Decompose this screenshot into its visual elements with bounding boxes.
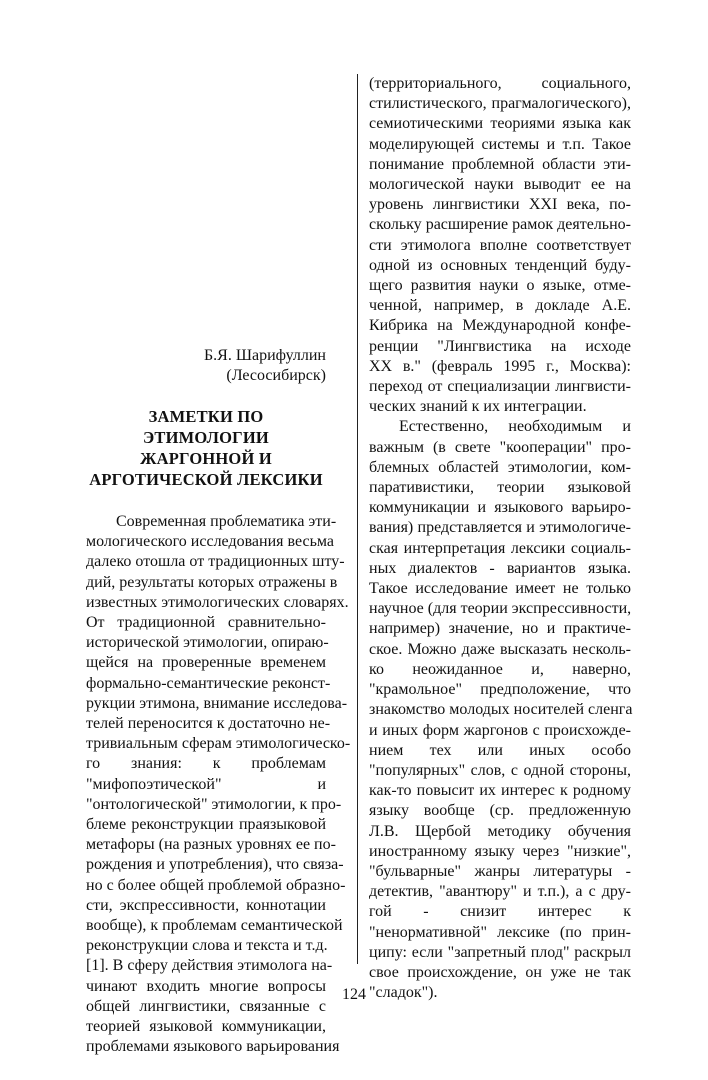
right-paragraph-1 xyxy=(369,74,631,417)
text-line: научное (для теории экспрессивности, xyxy=(369,600,632,618)
page-number: 124 xyxy=(342,986,366,1003)
text-line: знакомство молодых носителей сленга xyxy=(369,701,633,719)
text-line: переход от специализации лингвисти- xyxy=(369,378,631,396)
text-line: блемных областей этимологии, ком- xyxy=(369,458,631,476)
text-line: дий, результаты которых отражены в xyxy=(86,573,338,591)
text-line: понимание проблемной области эти- xyxy=(369,155,631,173)
text-line: уровень лингвистики XXI века, по- xyxy=(369,196,631,214)
text-line: (территориального, социального, xyxy=(369,75,631,92)
text-line: мологического исследования весьма xyxy=(86,533,334,551)
text-line: исторической этимологии, опираю- xyxy=(86,634,329,652)
title-line: АРГОТИЧЕСКОЙ ЛЕКСИКИ xyxy=(89,470,323,489)
text-line: семиотическими теориями языка как xyxy=(369,115,631,133)
text-line: важным (в свете "кооперации" про- xyxy=(369,438,631,456)
text-line: щего развития науки о языке, отме- xyxy=(369,277,631,295)
text-line: [1]. В сферу действия этимолога на- xyxy=(86,957,333,975)
text-line: "мифопоэтической" и xyxy=(86,775,326,793)
text-line: паративистики, теории языковой xyxy=(369,479,631,497)
text-line: ческих знаний к их интеграции. xyxy=(369,398,587,416)
text-line: ко неожиданное и, наверно, xyxy=(369,660,631,678)
text-line: нием тех или иных особо xyxy=(369,741,631,759)
text-line: Л.В. Щербой методику обучения xyxy=(369,822,631,840)
author-name: Б.Я. Шарифуллин xyxy=(203,347,326,364)
text-line: ных диалектов - вариантов языка. xyxy=(369,559,631,577)
text-line: ренции "Лингвистика на исходе xyxy=(369,337,631,355)
text-line: XX в." (февраль 1995 г., Москва): xyxy=(369,357,631,375)
author-place: (Лесосибирск) xyxy=(226,367,326,384)
text-line: известных этимологических словарях. xyxy=(86,593,349,611)
text-line: го знания: к проблемам xyxy=(86,755,326,773)
text-line: реконструкции слова и текста и т.д. xyxy=(86,937,328,955)
text-line: далеко отошла от традиционных шту- xyxy=(86,553,345,571)
author-block xyxy=(86,346,326,386)
text-line: и иных форм жаргонов с происхожде- xyxy=(369,721,631,739)
text-line: например) значение, но и практиче- xyxy=(369,620,631,638)
text-line: Естественно, необходимым и xyxy=(399,418,631,436)
text-line: языку вообще (ср. предложенную xyxy=(369,802,631,820)
text-line: ская интерпретация лексики социаль- xyxy=(369,539,631,557)
right-column xyxy=(369,74,631,1003)
text-line: "популярных" слов, с одной стороны, xyxy=(369,761,631,779)
text-line: тривиальным сферам этимологическо- xyxy=(86,735,351,753)
text-line: гой - снизит интерес к xyxy=(369,903,631,921)
text-line: как-то повысит их интерес к родному xyxy=(369,782,631,800)
text-line: но с более общей проблемой образно- xyxy=(86,876,346,894)
text-line: чинают входить многие вопросы xyxy=(86,977,326,995)
article-title xyxy=(86,406,326,490)
text-line: "бульварные" жанры литературы - xyxy=(369,862,631,880)
text-line: Такое исследование имеет не только xyxy=(369,580,631,598)
text-line: вания) представляется и этимологиче- xyxy=(369,519,631,537)
text-line: коммуникации и языкового варьиро- xyxy=(369,499,631,517)
text-line: иностранному языку через "низкие", xyxy=(369,842,631,860)
text-line: ципу: если "запретный плод" раскрыл xyxy=(369,943,631,961)
text-line: общей лингвистики, связанные с xyxy=(86,997,326,1015)
text-line: телей переносится к достаточно не- xyxy=(86,715,331,733)
text-line: метафоры (на разных уровнях ее по- xyxy=(86,836,336,854)
text-line: ченной, например, в докладе А.Е. xyxy=(369,297,631,315)
text-line: скольку расширение рамок деятельно- xyxy=(369,216,631,234)
text-line: стилистического, прагмалогического), xyxy=(369,95,631,113)
text-line: теорией языковой коммуникации, xyxy=(86,1018,326,1036)
text-line: сти этимолога вполне соответствует xyxy=(369,236,631,254)
text-line: "ненормативной" лексике (по прин- xyxy=(369,923,631,941)
text-line: "крамольное" предположение, что xyxy=(369,681,631,699)
right-paragraph-2 xyxy=(369,417,631,1003)
text-line: сти, экспрессивности, коннотации xyxy=(86,896,326,914)
text-line: формально-семантические реконст- xyxy=(86,674,331,692)
title-line: ЗАМЕТКИ ПО ЭТИМОЛОГИИ xyxy=(143,407,269,447)
text-line: щейся на проверенные временем xyxy=(86,654,326,672)
left-paragraph xyxy=(86,512,351,1057)
left-column xyxy=(86,346,351,1057)
text-line: рождения и употребления), что связа- xyxy=(86,856,344,874)
text-line: детектив, "авантюру" и т.п.), а с дру- xyxy=(369,883,631,901)
text-line: мологической науки выводит ее на xyxy=(369,176,631,194)
text-line: "сладок"). xyxy=(369,984,438,1002)
text-line: Современная проблематика эти- xyxy=(116,513,337,530)
text-line: блеме реконструкции праязыковой xyxy=(86,816,326,834)
text-line: "онтологической" этимологии, к про- xyxy=(86,795,342,813)
text-line: ское. Можно даже высказать несколь- xyxy=(369,640,631,658)
text-line: вообще), к проблемам семантической xyxy=(86,917,343,935)
text-line: моделирующей системы и т.п. Такое xyxy=(369,135,631,153)
text-line: проблемами языкового варьирования xyxy=(86,1038,340,1056)
text-line: От традиционной сравнительно- xyxy=(86,614,326,632)
text-line: Кибрика на Международной конфе- xyxy=(369,317,631,335)
text-line: рукции этимона, внимание исследова- xyxy=(86,694,348,712)
column-divider xyxy=(357,74,358,964)
text-line: свое происхождение, он уже не так xyxy=(369,963,631,981)
text-line: одной из основных тенденций буду- xyxy=(369,256,631,274)
title-line: ЖАРГОННОЙ И xyxy=(140,449,272,468)
